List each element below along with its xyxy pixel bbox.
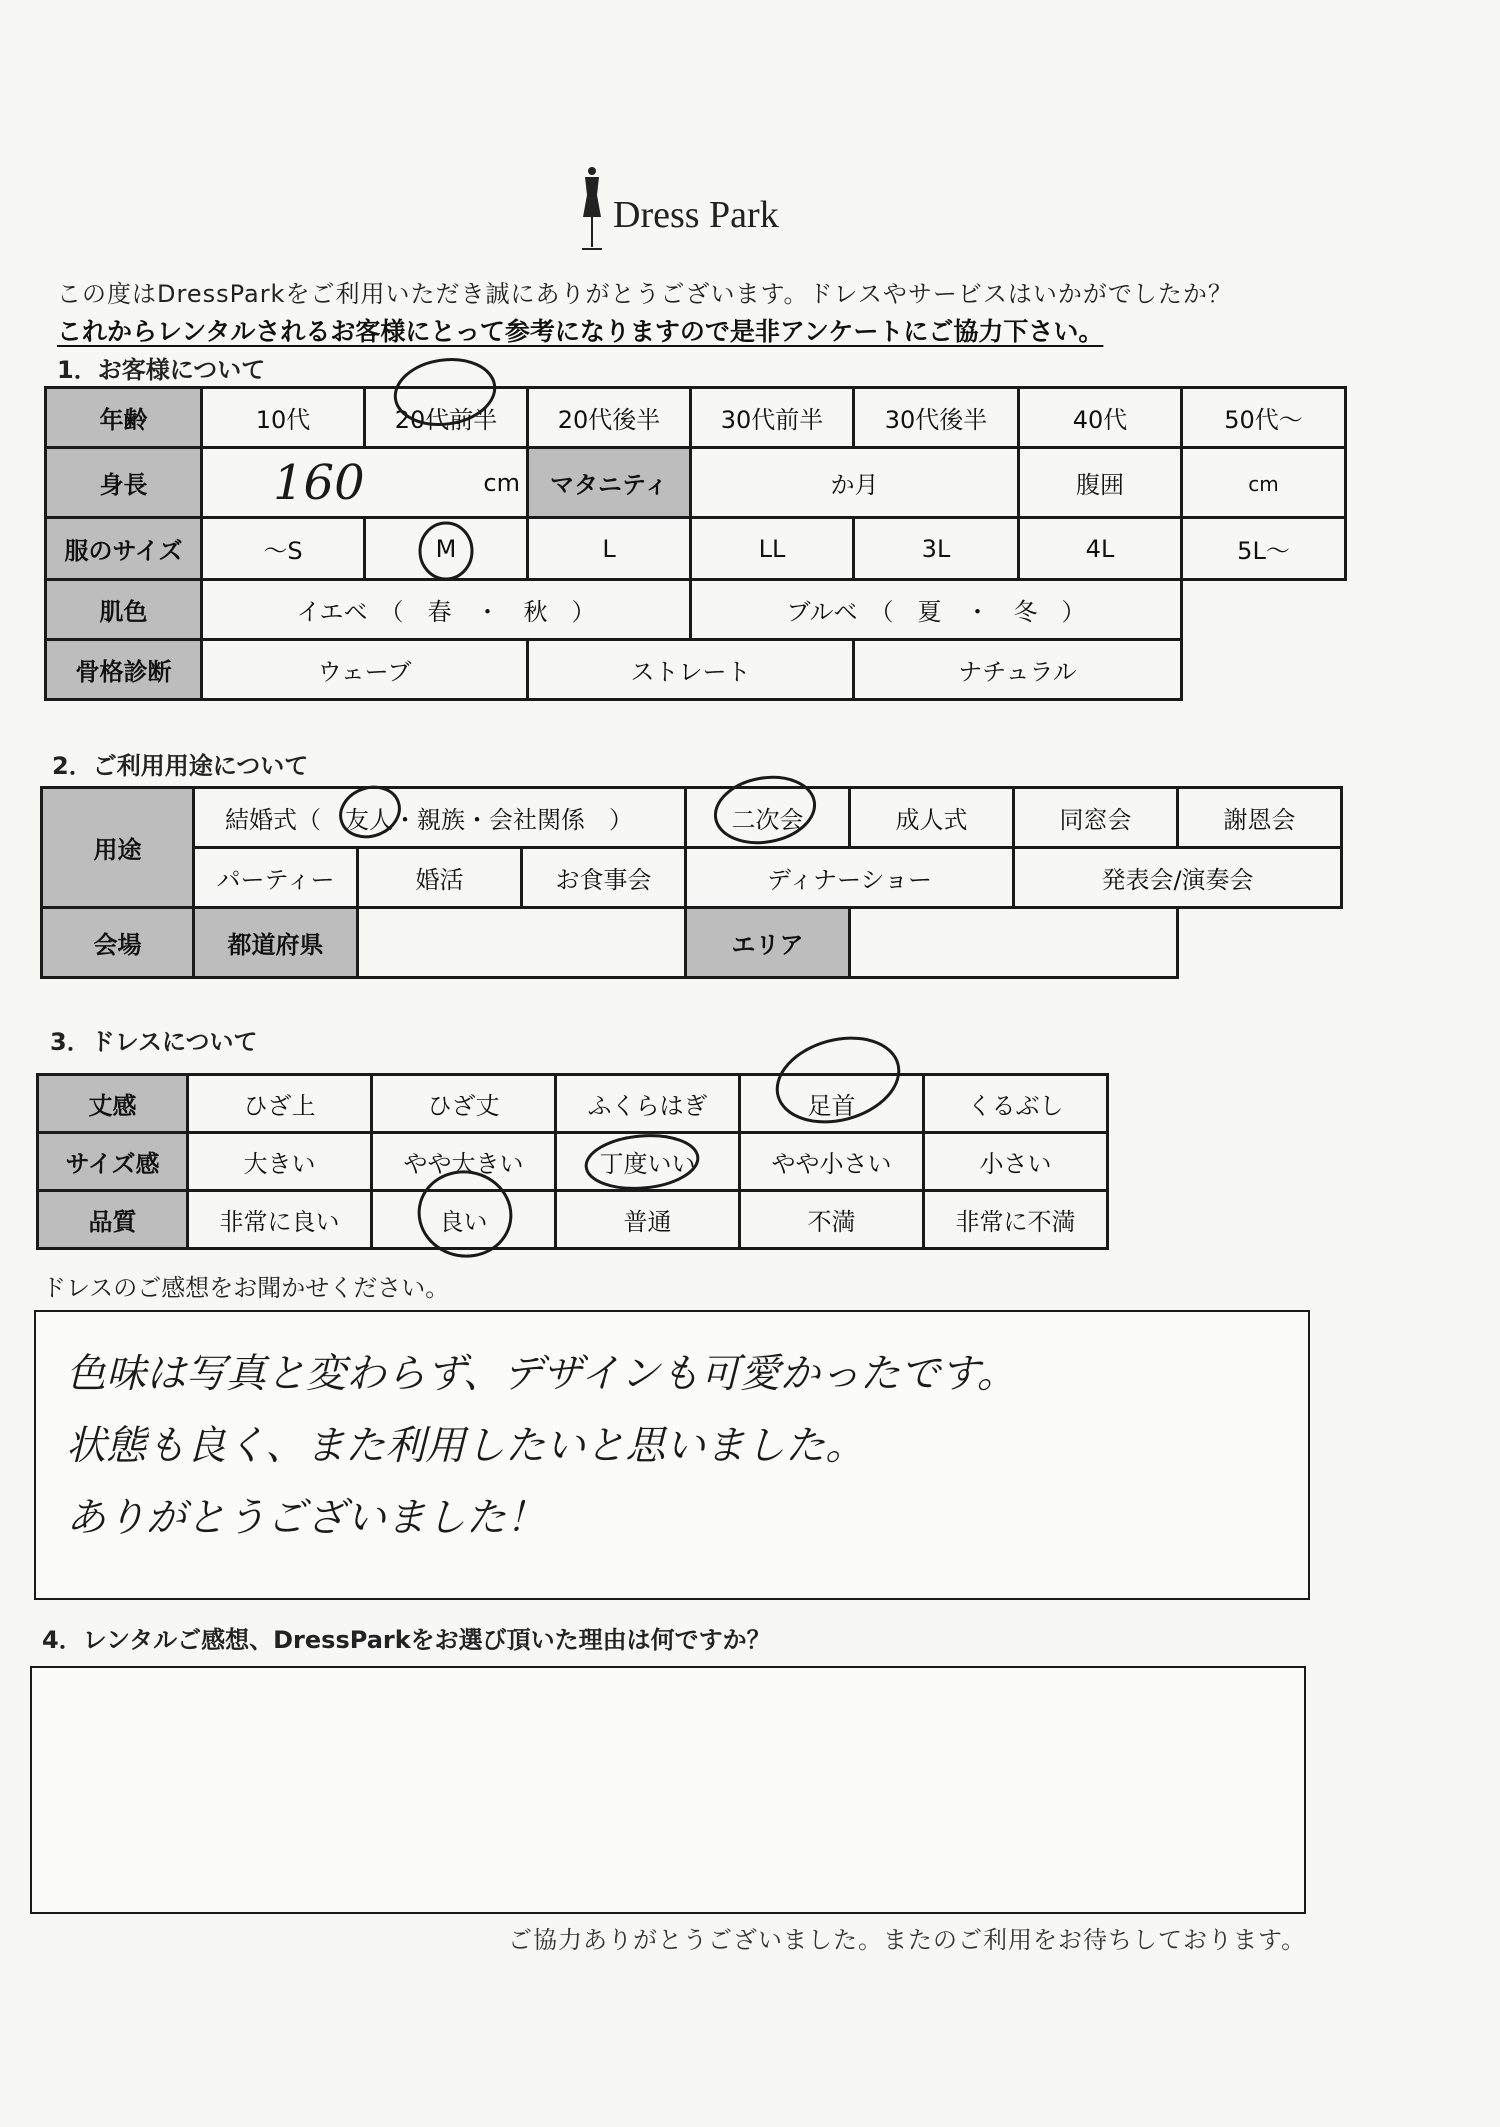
length-option[interactable]: ひざ丈 bbox=[372, 1075, 556, 1133]
quality-option[interactable]: 良い bbox=[372, 1191, 556, 1249]
age-option[interactable]: 20代前半 bbox=[365, 388, 528, 448]
skin-label: 肌色 bbox=[46, 580, 202, 640]
quality-option[interactable]: 普通 bbox=[556, 1191, 740, 1249]
intro-text: この度はDressParkをご利用いただき誠にありがとうございます。ドレスやサービスはいかがでしたか？ bbox=[57, 280, 1233, 308]
length-label: 丈感 bbox=[38, 1075, 188, 1133]
dress-table bbox=[36, 1073, 1109, 1250]
customer-table bbox=[44, 386, 1347, 701]
intro-request: これからレンタルされるお客様にとって参考になりますので是非アンケートにご協力下さい。 bbox=[57, 317, 1104, 346]
maternity-cell[interactable] bbox=[691, 448, 1019, 518]
height-value: 160 bbox=[273, 455, 365, 511]
skeleton-option[interactable]: ストレート bbox=[528, 640, 854, 700]
fit-option[interactable]: やや大きい bbox=[372, 1133, 556, 1191]
comment-box[interactable] bbox=[34, 1310, 1310, 1600]
height-cell[interactable] bbox=[202, 448, 528, 518]
venue-label: 会場 bbox=[42, 908, 194, 978]
maternity-label: マタニティ bbox=[528, 448, 691, 518]
age-option[interactable]: 10代 bbox=[202, 388, 365, 448]
length-option[interactable]: ひざ上 bbox=[188, 1075, 372, 1133]
purpose-option[interactable]: お食事会 bbox=[522, 848, 686, 908]
section2-title: 2．ご利用用途について bbox=[52, 752, 309, 780]
size-option[interactable]: M bbox=[365, 518, 528, 580]
quality-option[interactable]: 非常に良い bbox=[188, 1191, 372, 1249]
section4-title: 4．レンタルご感想、DressParkをお選び頂いた理由は何ですか？ bbox=[42, 1626, 771, 1654]
purpose-option[interactable]: 謝恩会 bbox=[1178, 788, 1342, 848]
purpose-option[interactable]: 同窓会 bbox=[1014, 788, 1178, 848]
size-option[interactable]: LL bbox=[691, 518, 854, 580]
purpose-option[interactable]: 二次会 bbox=[686, 788, 850, 848]
prefecture-field[interactable] bbox=[358, 908, 686, 978]
dress-form-icon bbox=[575, 165, 609, 255]
brand-name: Dress Park bbox=[613, 194, 779, 236]
section3-title: 3．ドレスについて bbox=[50, 1028, 258, 1056]
size-label: 服のサイズ bbox=[46, 518, 202, 580]
length-option[interactable]: ふくらはぎ bbox=[556, 1075, 740, 1133]
length-option[interactable]: くるぶし bbox=[924, 1075, 1108, 1133]
waist-cell[interactable] bbox=[1182, 448, 1346, 518]
height-label: 身長 bbox=[46, 448, 202, 518]
quality-label: 品質 bbox=[38, 1191, 188, 1249]
fit-label: サイズ感 bbox=[38, 1133, 188, 1191]
purpose-option[interactable]: ディナーショー bbox=[686, 848, 1014, 908]
comment-line: 色味は写真と変わらず、デザインも可愛かったです。 bbox=[66, 1351, 1017, 1397]
age-option[interactable]: 40代 bbox=[1019, 388, 1182, 448]
skeleton-option[interactable]: ウェーブ bbox=[202, 640, 528, 700]
reason-box[interactable] bbox=[30, 1666, 1306, 1914]
size-option[interactable]: ～S bbox=[202, 518, 365, 580]
skeleton-option[interactable]: ナチュラル bbox=[854, 640, 1182, 700]
brand-logo bbox=[575, 165, 779, 255]
purpose-table bbox=[40, 786, 1343, 979]
fit-option[interactable]: 小さい bbox=[924, 1133, 1108, 1191]
purpose-wedding[interactable]: 結婚式（ 友人・親族・会社関係 ） bbox=[194, 788, 686, 848]
size-option[interactable]: L bbox=[528, 518, 691, 580]
section1-title: 1．お客様について bbox=[57, 356, 266, 384]
quality-option[interactable]: 非常に不満 bbox=[924, 1191, 1108, 1249]
age-option[interactable]: 30代前半 bbox=[691, 388, 854, 448]
area-field[interactable] bbox=[850, 908, 1178, 978]
age-option[interactable]: 30代後半 bbox=[854, 388, 1019, 448]
comment-line: 状態も良く、また利用したいと思いました。 bbox=[66, 1423, 866, 1469]
size-option[interactable]: 4L bbox=[1019, 518, 1182, 580]
age-option[interactable]: 20代後半 bbox=[528, 388, 691, 448]
height-unit: cm bbox=[483, 469, 520, 497]
fit-option[interactable]: やや小さい bbox=[740, 1133, 924, 1191]
size-option[interactable]: 5L～ bbox=[1182, 518, 1346, 580]
prefecture-label: 都道府県 bbox=[194, 908, 358, 978]
months-unit: か月 bbox=[830, 471, 879, 499]
age-label: 年齢 bbox=[46, 388, 202, 448]
purpose-option[interactable]: 成人式 bbox=[850, 788, 1014, 848]
waist-unit: cm bbox=[1248, 471, 1279, 496]
skin-yellow[interactable]: イエベ （ 春 ・ 秋 ） bbox=[202, 580, 691, 640]
purpose-option[interactable]: パーティー bbox=[194, 848, 358, 908]
area-label: エリア bbox=[686, 908, 850, 978]
comment-line: ありがとうございました！ bbox=[66, 1495, 546, 1541]
skin-blue[interactable]: ブルベ （ 夏 ・ 冬 ） bbox=[691, 580, 1182, 640]
purpose-option[interactable]: 婚活 bbox=[358, 848, 522, 908]
age-option[interactable]: 50代～ bbox=[1182, 388, 1346, 448]
length-option[interactable]: 足首 bbox=[740, 1075, 924, 1133]
fit-option[interactable]: 大きい bbox=[188, 1133, 372, 1191]
purpose-option[interactable]: 発表会/演奏会 bbox=[1014, 848, 1342, 908]
footer-message: ご協力ありがとうございました。またのご利用をお待ちしております。 bbox=[508, 1926, 1307, 1954]
quality-option[interactable]: 不満 bbox=[740, 1191, 924, 1249]
size-option[interactable]: 3L bbox=[854, 518, 1019, 580]
waist-label: 腹囲 bbox=[1019, 448, 1182, 518]
purpose-label: 用途 bbox=[42, 788, 194, 908]
skeleton-label: 骨格診断 bbox=[46, 640, 202, 700]
fit-option[interactable]: 丁度いい bbox=[556, 1133, 740, 1191]
comment-prompt: ドレスのご感想をお聞かせください。 bbox=[42, 1274, 450, 1302]
